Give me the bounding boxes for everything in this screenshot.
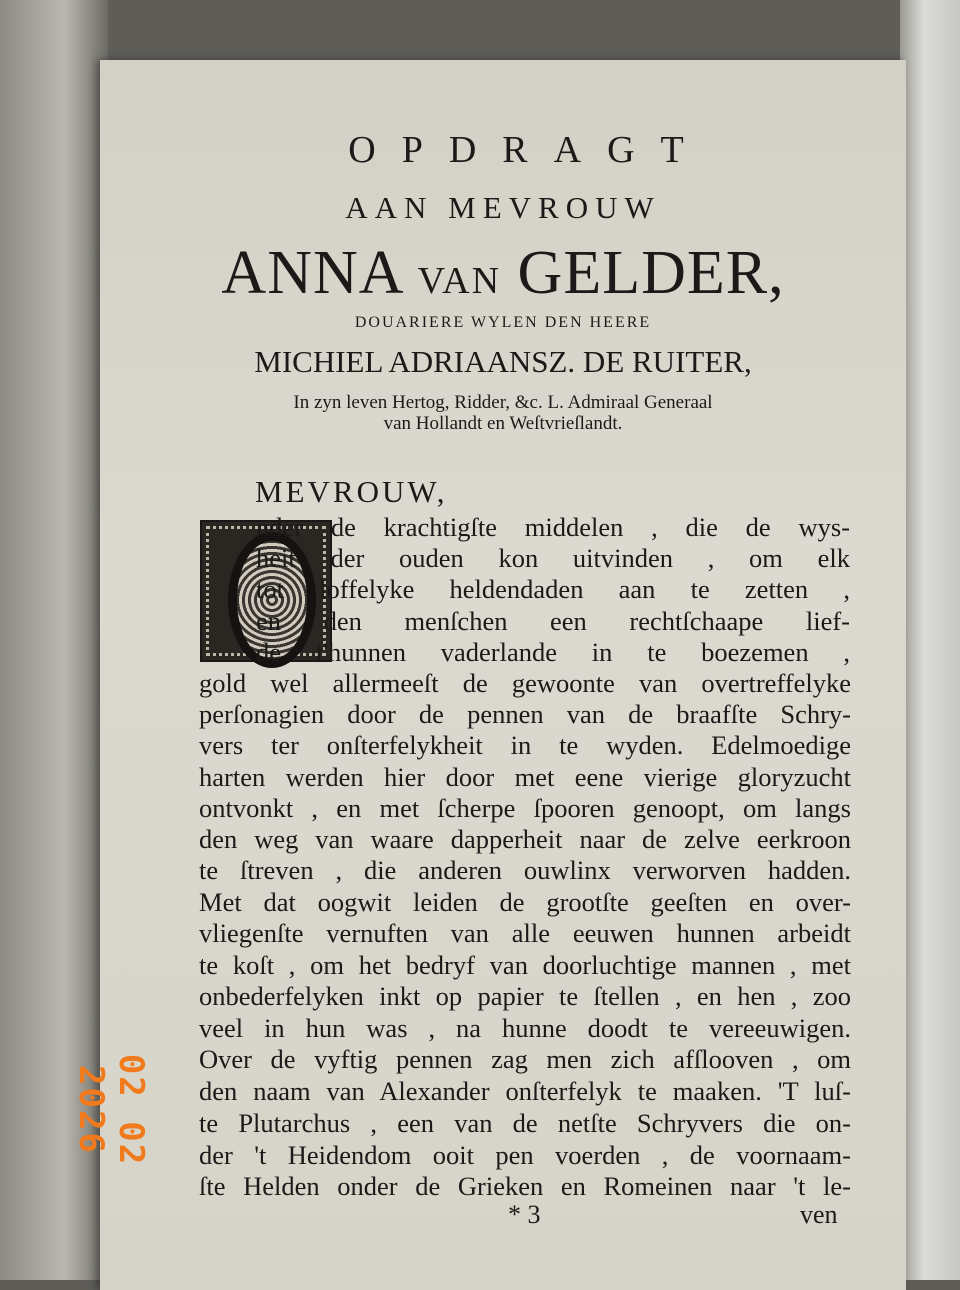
body-line: veel in hun was , na hunne doodt te vereeuwigen. bbox=[199, 1013, 851, 1043]
body-line: Over de vyftig pennen zag men zich afſlooven , om bbox=[199, 1044, 851, 1074]
body-line: onbederfelyken inkt op papier te ſtellen , en hen , zoo bbox=[199, 981, 851, 1011]
body-line: de t'hunnen vaderlande in te boezemen , bbox=[256, 637, 850, 667]
body-line: nder de krachtigſte middelen , die de wys- bbox=[256, 512, 850, 542]
date-stamp: 02 02 2026 bbox=[71, 1053, 151, 1167]
body-line: gold wel allermeeſt de gewoonte van overtreffelyke bbox=[199, 668, 851, 698]
catchword: ven bbox=[800, 1200, 838, 1229]
body-line: vers ter onſterfelykheit in te wyden. Edelmoedige bbox=[199, 730, 851, 760]
body-line: te ſtreven , die anderen ouwlinx verworven hadden. bbox=[199, 855, 851, 885]
dedicatee-name bbox=[100, 238, 906, 309]
background-right bbox=[900, 0, 960, 1280]
body-line: te koſt , om het bedryf van doorluchtige mannen , met bbox=[199, 950, 851, 980]
body-line: perſonagien door de pennen van de braafſte Schry- bbox=[199, 699, 851, 729]
titles-line: In zyn leven Hertog, Ridder, &c. L. Admiraal Generaal bbox=[293, 392, 713, 413]
salutation: MEVROUW, bbox=[255, 474, 448, 509]
name-mid: VAN bbox=[417, 260, 502, 302]
body-line: harten werden hier door met eene vierige gloryzucht bbox=[199, 762, 851, 792]
de-ruiter-line: MICHIEL ADRIAANSZ. DE RUITER, bbox=[254, 344, 752, 379]
body-line: ontvonkt , en met ſcherpe ſpooren genoopt, om langs bbox=[199, 793, 851, 823]
body-line: vliegenſte vernuften van alle eeuwen hunnen arbeidt bbox=[199, 918, 851, 948]
region-line: van Hollandt en Weſtvrieſlandt. bbox=[383, 413, 623, 434]
douariere-line: DOUARIERE WYLEN DEN HEERE bbox=[354, 314, 652, 331]
body-line: den naam van Alexander onſterfelyk te maaken. 'T luſ- bbox=[199, 1076, 851, 1106]
name-first: ANNA bbox=[221, 239, 402, 307]
body-line: heit der ouden kon uitvinden , om elk bbox=[256, 543, 850, 573]
body-line: ſte Helden onder de Grieken en Romeinen naar 't le- bbox=[199, 1171, 851, 1201]
body-line: en den menſchen een rechtſchaape lief- bbox=[256, 606, 850, 636]
page-signature: * 3 bbox=[508, 1200, 541, 1229]
subtitle-aan-mevrouw: AAN MEVROUW bbox=[345, 190, 661, 225]
body-line: der 't Heidendom ooit pen voerden , de voornaam- bbox=[199, 1140, 851, 1170]
body-line: Met dat oogwit leiden de grootſte geeſten en over- bbox=[199, 887, 851, 917]
title-opdragt: OPDRAGT bbox=[348, 129, 710, 171]
body-line: den weg van waare dapperheit naar de zelve eerkroon bbox=[199, 824, 851, 854]
name-last: GELDER, bbox=[517, 239, 785, 307]
body-line: tot loffelyke heldendaden aan te zetten , bbox=[256, 574, 850, 604]
body-line: te Plutarchus , een van de netſte Schryvers die on- bbox=[199, 1108, 851, 1138]
